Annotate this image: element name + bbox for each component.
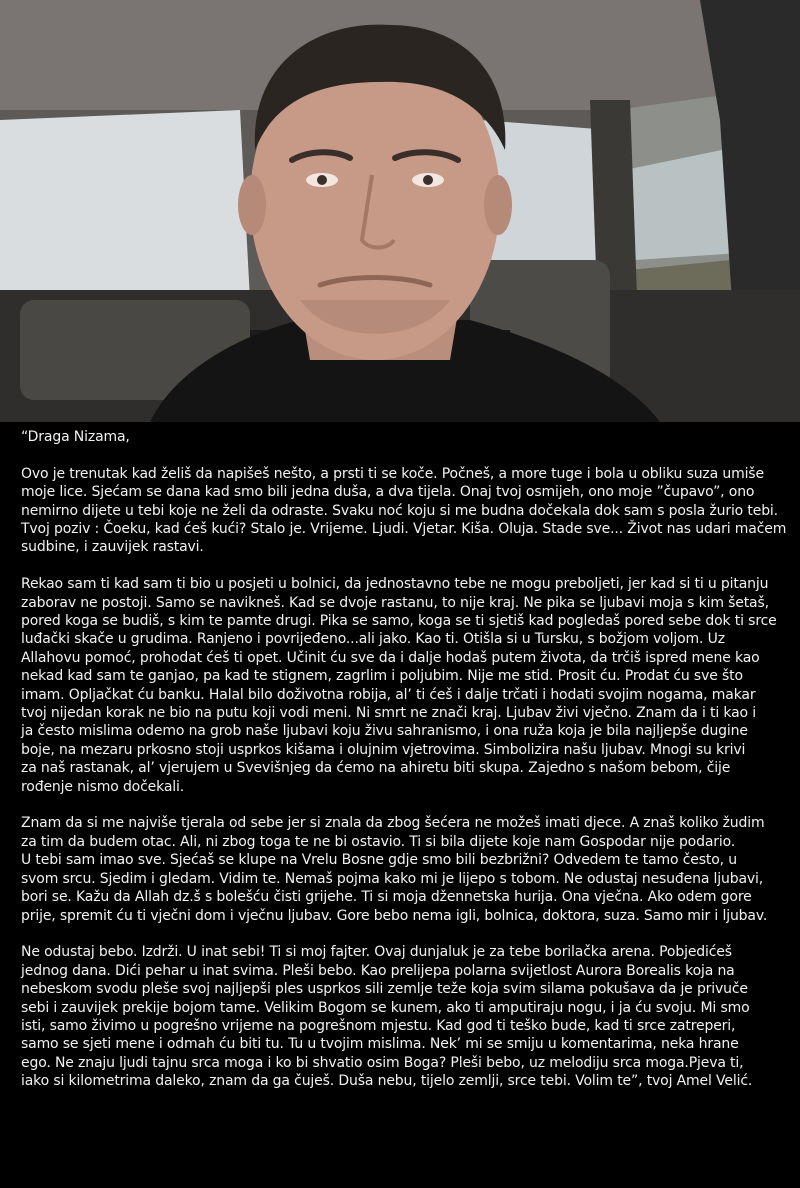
portrait-photo — [0, 0, 800, 422]
letter-greeting: “Draga Nizama, — [21, 429, 130, 445]
letter-body — [21, 428, 791, 1109]
letter-paragraph-3: Znam da si me najviše tjerala od sebe jer si znala da zbog šećera ne možeš imati djece. A znaš koliko žudim za tim da budem otac. Ali, ni zbog toga te ne bi ostavio. Ti si bila dijete koje nam Gospodar nije podario. U tebi sam imao sve. Sjećaš se klupe na Vrelu Bosne gdje smo bili bezbrižni? Odvedem te tamo često, u svom srcu. Sjedim i gledam. Vidim te. Nemaš pojma kako mi je lijepo s tobom. Ne odustaj nesuđena ljubavi, bori se. Kažu da Allah dz.š s bolešću čisti grijehe. Ti si moja džennetska hurija. Ona vječna. Ako odem gore prije, spremit ću ti vječni dom i vječnu ljubav. Gore bebo nema igli, bolnica, doktora, suza. Samo mir i ljubav. — [21, 815, 768, 924]
letter-paragraph-2: Rekao sam ti kad sam ti bio u posjeti u bolnici, da jednostavno tebe ne mogu preboljeti, jer kad si ti u pitanju zaborav ne postoji. Samo se navikneš. Kad se dvoje rastanu, to nije kraj. Ne pika se ljubavi moja s kim šetaš, pored koga se budiš, s kim te pamte drugi. Pika se samo, koga se ti sjetiš kad pogledaš pored sebe dok ti srce luđački skače u grudima. Ranjeno i povrijeđeno...ali jako. Kao ti. Otišla si u Tursku, s božjom voljom. Uz Allahovu pomoć, prohodat ćeš ti opet. Učinit ću sve da i dalje hodaš putem života, da trčiš ispred mene kao nekad kad sam te ganjao, pa kad te stignem, zagrlim i poljubim. Nije me stid. Prosit ću. Prodat ću sve što imam. Opljačkat ću banku. Halal bilo doživotna robija, al’ ti ćeš i dalje trčati i hodati svojim nogama, makar tvoj nijedan korak ne bio na putu koji vodi meni. Ni smrt ne znači kraj. Ljubav živi vječno. Znam da i ti kao i ja često mislima odemo na grob naše ljubavi koju živu sahranismo, i ona ruža koja je bila najljepše dugine boje, na mezaru prkosno stoji usprkos kišama i olujnim vjetrovima. Simbolizira našu ljubav. Mnogi su krivi za naš rastanak, al’ vjerujem u Svevišnjeg da ćemo na ahiretu biti skupa. Zajedno s našom bebom, čije rođenje nismo dočekali. — [21, 576, 777, 795]
letter-paragraph-4: Ne odustaj bebo. Izdrži. U inat sebi! Ti si moj fajter. Ovaj dunjaluk je za tebe borilačka arena. Pobjedićeš jednog dana. Dići pehar u inat svima. Pleši bebo. Kao prelijepa polarna svijetlost Aurora Borealis koja na nebeskom svodu pleše svoj najljepši ples usprkos sili zemlje teže koja svim silama pokušava da je privuče sebi i zauvijek prekije bojom tame. Velikim Bogom se kunem, ako ti amputiraju nogu, i ja ću svoju. Mi smo isti, samo živimo u pogrešno vrijeme na pogrešnom mjestu. Kad god ti teško bude, kad ti srce zatreperi, samo se sjeti mene i odmah ću biti tu. Tu u tvojim mislima. Nek’ mi se smiju u komentarima, neka hrane ego. Ne znaju ljudi tajnu srca moga i ko bi shvatio osim Boga? Pleši bebo, uz melodiju srca moga.Pjeva ti, iako si kilometrima daleko, znam da ga čuješ. Duša nebu, tijelo zemlji, srce tebi. Volim te”, tvoj Amel Velić. — [21, 944, 753, 1090]
letter-paragraph-1: Ovo je trenutak kad želiš da napišeš nešto, a prsti ti se koče. Počneš, a more tuge i bola u obliku suza umiše moje lice. Sjećam se dana kad smo bili jedna duša, a dva tijela. Onaj tvoj osmijeh, ono moje ”čupavo”, ono nemirno dijete u tebi koje ne želi da odraste. Svaku noć koju si me budna dočekala dok sam s posla žurio tebi. Tvoj poziv : Čoeku, kad ćeš kući? Stalo je. Vrijeme. Ljudi. Vjetar. Kiša. Oluja. Stade sve... Život nas udari mačem sudbine, i zauvijek rastavi. — [21, 465, 787, 556]
